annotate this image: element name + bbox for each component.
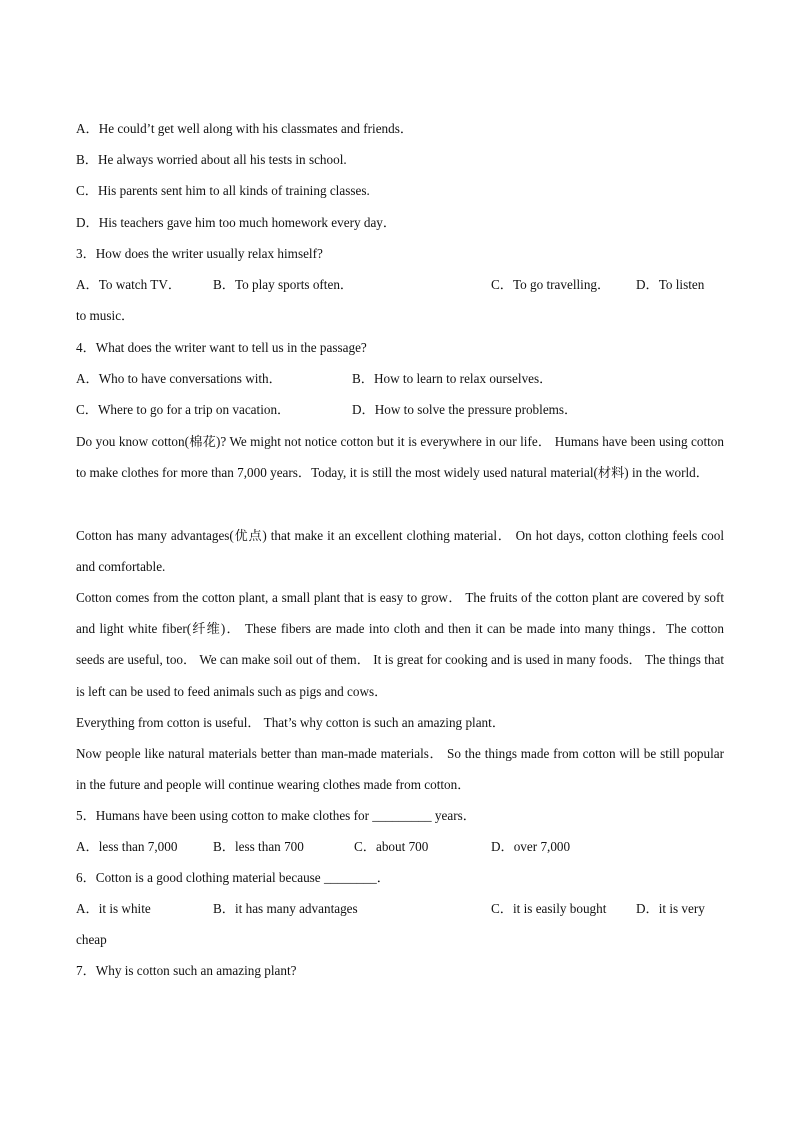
q2-option-c: C．His parents sent him to all kinds of training classes. [76, 183, 370, 198]
passage-paragraph-5: Now people like natural materials better than man-made materials． So the things made from cotton will be still popular in the future and people will continue wearing clothes made from cotton． [76, 746, 724, 793]
q5-option-d: D．over 7,000 [491, 839, 571, 854]
q4-option-d: D．How to solve the pressure problems． [352, 402, 578, 417]
q5-option-b: B．less than 700 [213, 839, 304, 854]
q2-option-d: D．His teachers gave him too much homework every day． [76, 215, 397, 230]
passage-paragraph-2: Cotton has many advantages(优点) that make it an excellent clothing material． On hot days, cotton clothing feels cool and comfortable. [76, 528, 724, 575]
q2-option-b: B．He always worried about all his tests in school. [76, 152, 347, 167]
passage-paragraph-3: Cotton comes from the cotton plant, a small plant that is easy to grow． The fruits of the cotton plant are covered by soft and light white fiber(纤维)． These fibers are made into cloth and then it can be made into many things．The cotton seeds are useful, too． We can make soil out of them． It is great for cooking and is used in many foods． The things that is left can be used to feed animals such as pigs and cows． [76, 590, 724, 699]
q6-option-b: B．it has many advantages [213, 901, 358, 916]
passage-paragraph-4: Everything from cotton is useful． That’s why cotton is such an amazing plant． [76, 715, 506, 730]
q7-question: 7．Why is cotton such an amazing plant? [76, 963, 297, 978]
q6-question: 6．Cotton is a good clothing material because ________． [76, 870, 390, 885]
q3-option-a: A．To watch TV． [76, 277, 182, 292]
q5-option-c: C．about 700 [354, 839, 429, 854]
q4-option-c: C．Where to go for a trip on vacation． [76, 402, 291, 417]
q4-question: 4．What does the writer want to tell us in the passage? [76, 340, 367, 355]
q6-option-c: C．it is easily bought [491, 901, 607, 916]
q6-option-d: D．it is very [636, 901, 705, 916]
q6-option-a: A．it is white [76, 901, 151, 916]
q3-option-d-continued: to music． [76, 308, 135, 323]
passage-paragraph-1: Do you know cotton(棉花)? We might not notice cotton but it is everywhere in our life． Humans have been using cotton to make clothes for more than 7,000 years．Today, it is still the most widely used natural material(材料) in the world． [76, 434, 724, 481]
q3-option-c: C．To go travelling． [491, 277, 611, 292]
q5-question: 5．Humans have been using cotton to make clothes for _________ years． [76, 808, 476, 823]
q3-option-d: D．To listen [636, 277, 705, 292]
q5-option-a: A．less than 7,000 [76, 839, 178, 854]
q4-option-b: B．How to learn to relax ourselves． [352, 371, 553, 386]
q3-option-b: B．To play sports often． [213, 277, 354, 292]
q2-option-a: A．He could’t get well along with his classmates and friends． [76, 121, 414, 136]
q6-option-d-continued: cheap [76, 932, 107, 947]
q4-option-a: A．Who to have conversations with． [76, 371, 282, 386]
q3-question: 3．How does the writer usually relax himself? [76, 246, 323, 261]
